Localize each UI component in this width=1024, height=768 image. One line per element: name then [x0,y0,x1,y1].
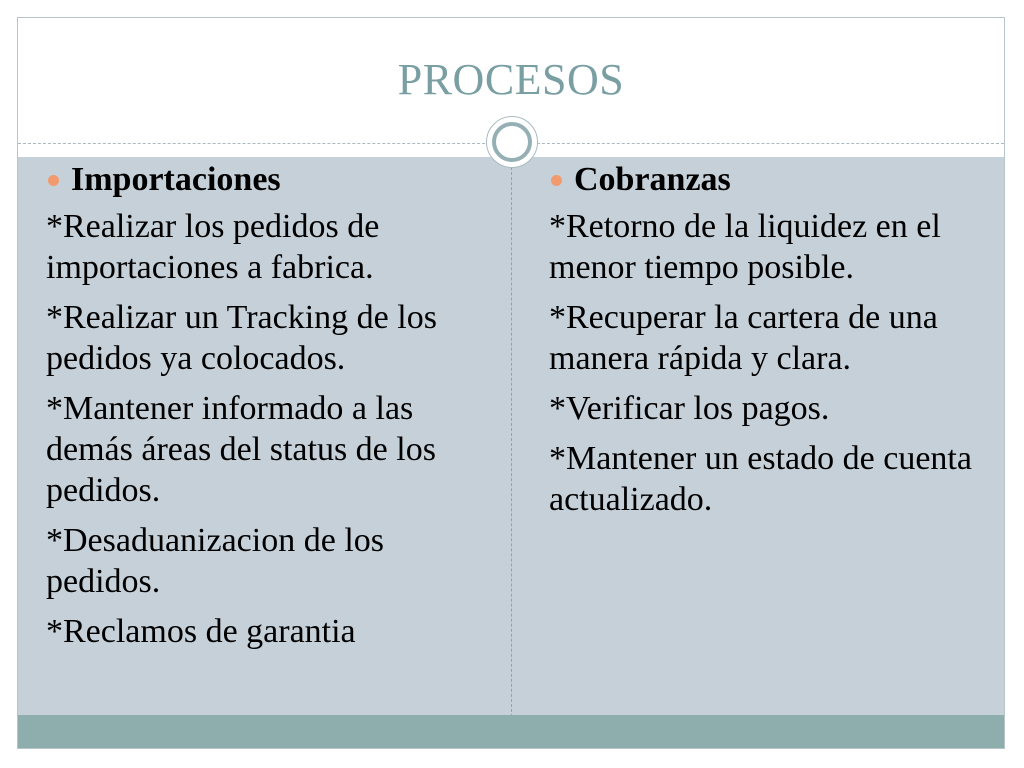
left-item: *Realizar los pedidos de importaciones a fabrica. [46,208,380,286]
column-divider [511,157,512,717]
right-column [549,160,989,529]
right-heading [549,160,989,200]
circle-ornament-icon [486,116,538,168]
left-item: *Realizar un Tracking de los pedidos ya colocados. [46,299,437,377]
footer-bar [18,715,1004,748]
left-column [46,160,486,661]
left-item: *Reclamos de garantia [46,613,356,650]
circle-ornament-inner [492,122,532,162]
slide [17,17,1005,749]
right-heading-label: Cobranzas [574,161,731,198]
left-heading [46,160,486,200]
left-heading-label: Importaciones [71,161,281,198]
right-item: *Retorno de la liquidez en el menor tiempo posible. [549,208,941,286]
bullet-dot-icon [551,175,562,186]
left-item: *Mantener informado a las demás áreas del status de los pedidos. [46,390,436,509]
right-item: *Mantener un estado de cuenta actualizado. [549,440,972,518]
bullet-dot-icon [48,175,59,186]
left-item: *Desaduanizacion de los pedidos. [46,522,384,600]
right-item: *Recuperar la cartera de una manera rápida y clara. [549,299,938,377]
right-item: *Verificar los pagos. [549,390,830,427]
slide-title: PROCESOS [397,55,625,104]
